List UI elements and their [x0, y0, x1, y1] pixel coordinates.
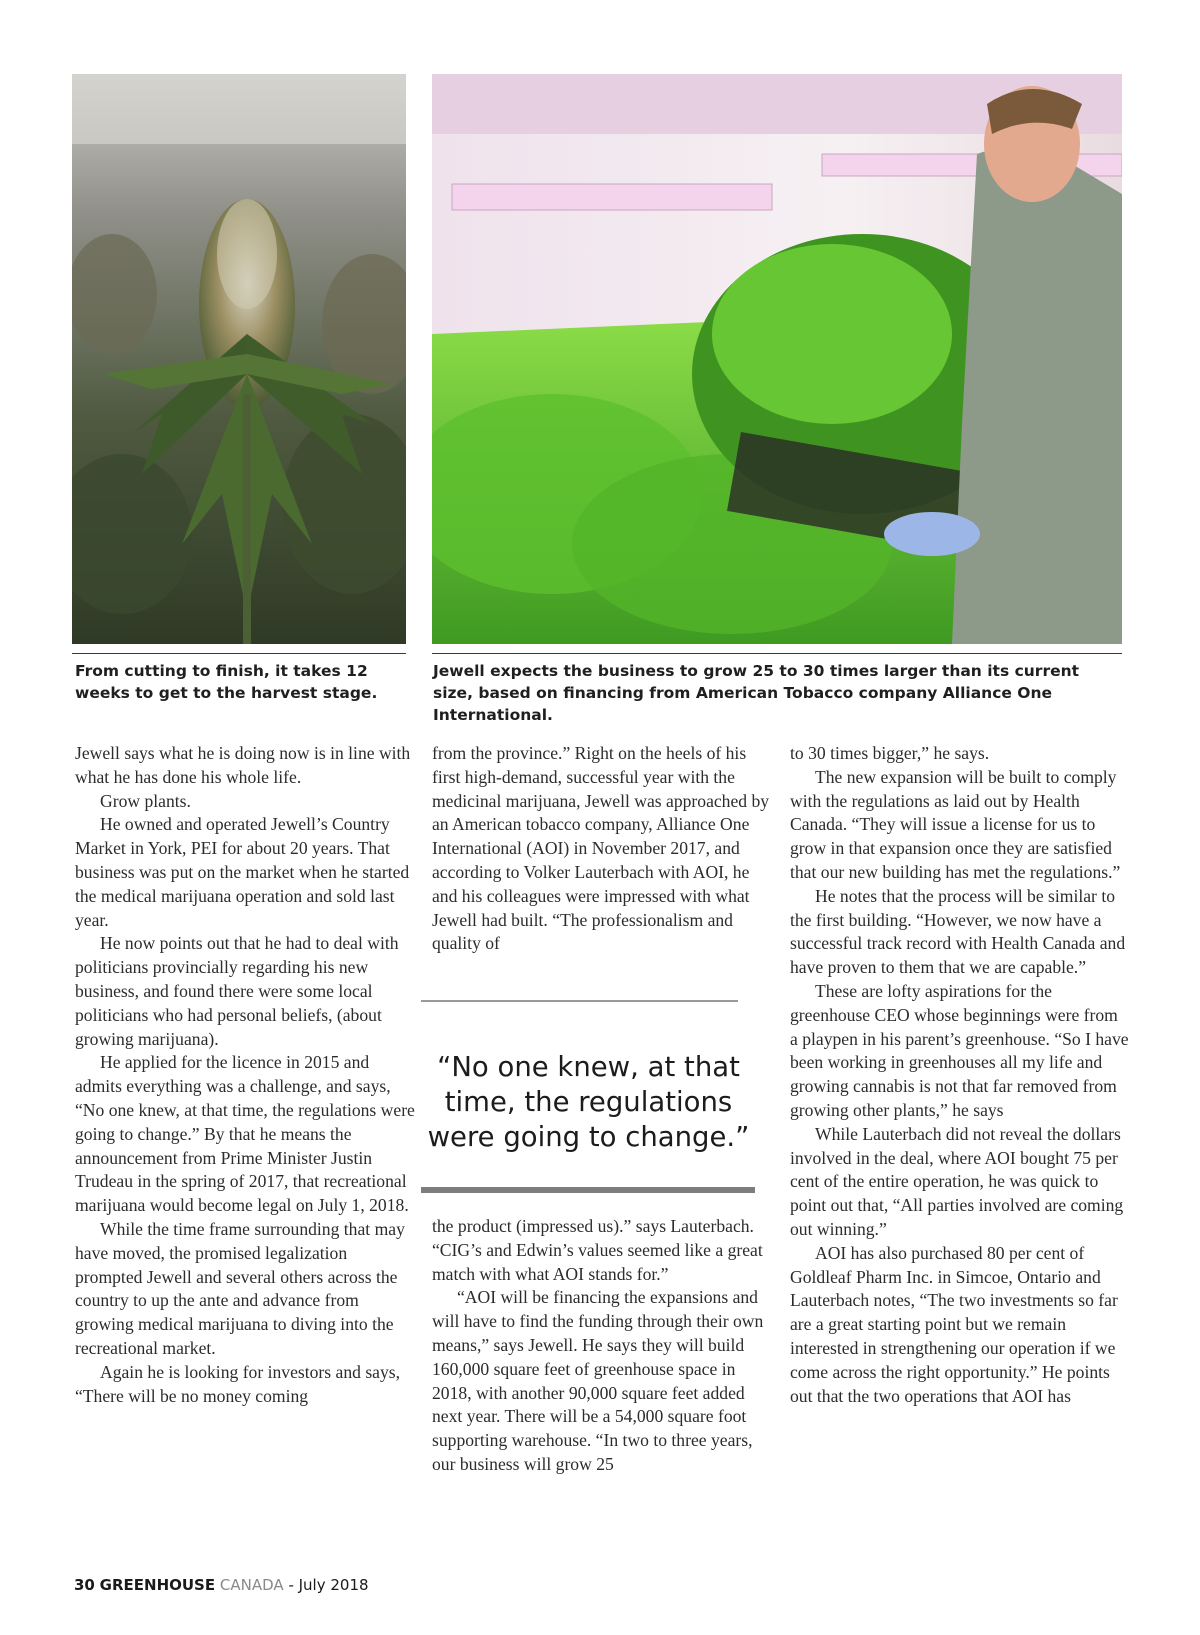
- article-column-2-bottom: [432, 1215, 772, 1477]
- paragraph: Grow plants.: [100, 790, 191, 811]
- caption-right: Jewell expects the business to grow 25 to 30 times larger than its current size, based on financing from American Tobacco company Alliance One International.: [433, 662, 1080, 724]
- paragraph: He notes that the process will be similar to the first building. “However, we now have a successful track record with Health Canada and have proven to them that we are capable.”: [790, 885, 1126, 978]
- article-column-2-top: [432, 742, 772, 956]
- magazine-name-light: CANADA: [219, 1576, 284, 1594]
- paragraph: While Lauterbach did not reveal the dollars involved in the deal, where AOI bought 75 per cent of the entire operation, he was quick to point out that, “All parties involved are coming out winning.”: [790, 1123, 1124, 1239]
- cannabis-flower-photo: [72, 74, 406, 644]
- article-column-1: [75, 742, 417, 1408]
- paragraph: He owned and operated Jewell’s Country Market in York, PEI for about 20 years. That business was put on the market when he started the medical marijuana operation and sold last year.: [75, 814, 410, 930]
- caption-rule-left: [72, 653, 406, 654]
- grow-room-worker-photo: [432, 74, 1122, 644]
- page-number: 30: [74, 1576, 95, 1594]
- paragraph: “AOI will be financing the expansions and will have to find the funding through their own means,” says Jewell. He says they will build 160,000 square feet of greenhouse space in 2018, with another 90,000 square feet added next year. There will be a 54,000 square foot supporting warehouse. “In two to three years, our business will grow 25: [432, 1287, 764, 1474]
- paragraph: While the time frame surrounding that may have moved, the promised legalization prompted Jewell and several others across the country to up the ante and advance from growing medical marijuana to diving into the recreational market.: [75, 1218, 405, 1358]
- paragraph: He now points out that he had to deal with politicians provincially regarding his new business, and found there were some local politicians who had personal beliefs, (about growing marijuana).: [75, 933, 399, 1049]
- paragraph: to 30 times bigger,” he says.: [790, 743, 990, 763]
- paragraph: Jewell says what he is doing now is in line with what he has done his whole life.: [75, 743, 411, 787]
- paragraph: He applied for the licence in 2015 and admits everything was a challenge, and says, “No one knew, at that time, the regulations were going to change.” By that he means the announcement from Prime Minister Justin Trudeau in the spring of 2017, that recreational marijuana would become legal on July 1, 2018.: [75, 1052, 415, 1216]
- paragraph: Again he is looking for investors and says, “There will be no money coming: [75, 1361, 401, 1406]
- issue-date: - July 2018: [288, 1576, 369, 1594]
- paragraph: AOI has also purchased 80 per cent of Goldleaf Pharm Inc. in Simcoe, Ontario and Lauterbach notes, “The two investments so far are a great starting point but we remain interested in strengthening our operation if we come across the right opportunity.” He points out that the two operations that AOI has: [790, 1242, 1118, 1406]
- article-column-3: [790, 742, 1130, 1408]
- paragraph: These are lofty aspirations for the greenhouse CEO whose beginnings were from a playpen in his parent’s greenhouse. “So I have been working in greenhouses all my life and growing cannabis is not that far removed from growing other plants,” he says: [790, 980, 1129, 1120]
- caption-rule-right: [432, 653, 1122, 654]
- pullquote-rule-top: [421, 1000, 738, 1002]
- pullquote: “No one knew, at that time, the regulations were going to change.”: [427, 1051, 750, 1153]
- magazine-name-bold: GREENHOUSE: [99, 1576, 216, 1594]
- page-footer: [74, 1576, 369, 1594]
- pullquote-rule-bottom: [421, 1187, 755, 1193]
- paragraph: from the province.” Right on the heels of his first high-demand, successful year with the medicinal marijuana, Jewell was approached by an American tobacco company, Alliance One International (AOI) in November 2017, and according to Volker Lauterbach with AOI, he and his colleagues were impressed with what Jewell had built. “The professionalism and quality of: [432, 743, 770, 954]
- paragraph: The new expansion will be built to comply with the regulations as laid out by Health Canada. “They will issue a license for us to grow in that expansion once they are satisfied that our new building has met the regulations.”: [790, 766, 1121, 882]
- caption-left: From cutting to finish, it takes 12 weeks to get to the harvest stage.: [75, 662, 378, 702]
- paragraph: the product (impressed us).” says Lauterbach. “CIG’s and Edwin’s values seemed like a great match with what AOI stands for.”: [432, 1216, 763, 1284]
